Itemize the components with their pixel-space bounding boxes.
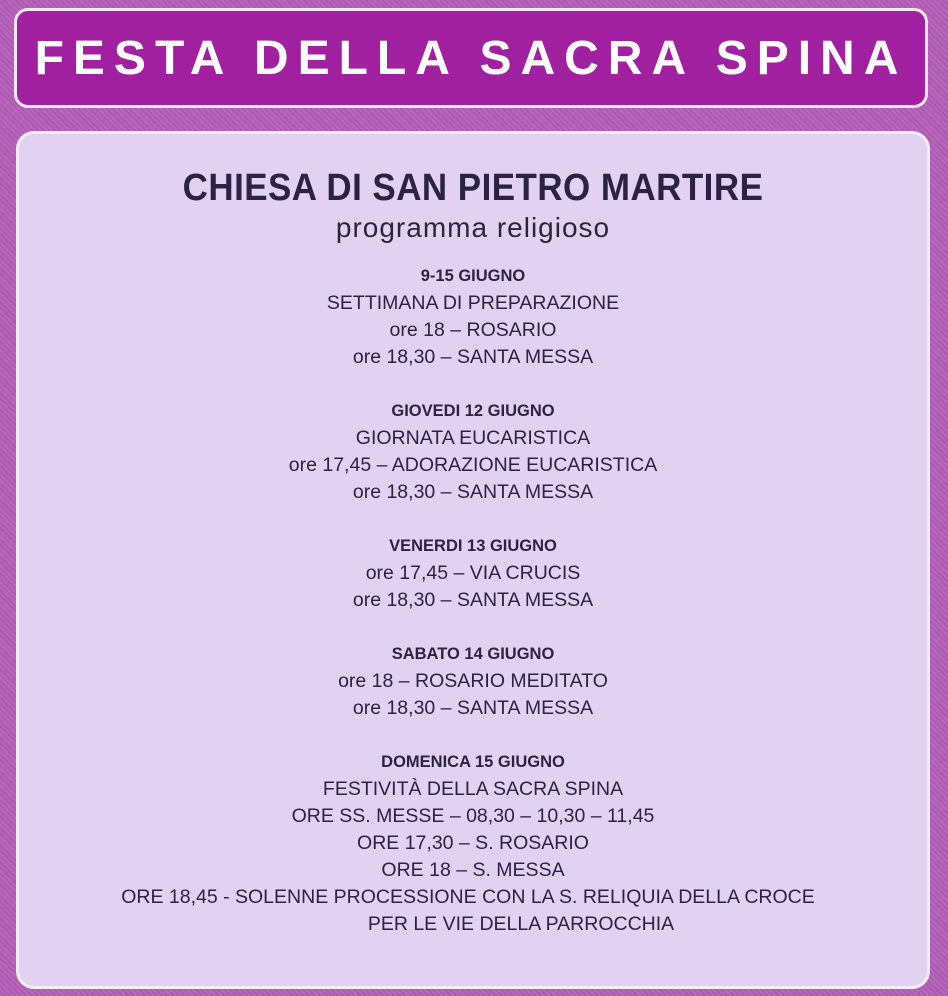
schedule-line: ORE 17,30 – S. ROSARIO <box>357 832 589 854</box>
schedule-line: ORE SS. MESSE – 08,30 – 10,30 – 11,45 <box>291 805 655 827</box>
schedule-line: SETTIMANA DI PREPARAZIONE <box>326 292 620 314</box>
schedule-day <box>19 641 927 722</box>
schedule-line: ore 18 – ROSARIO <box>389 319 557 341</box>
church-title: CHIESA DI SAN PIETRO MARTIRE <box>182 167 764 209</box>
schedule-line: ORE 18,45 - SOLENNE PROCESSIONE CON LA S. RELIQUIA DELLA CROCE <box>121 886 815 908</box>
header-banner <box>14 8 928 108</box>
program-subtitle: programma religioso <box>335 212 611 243</box>
schedule-day <box>19 749 927 938</box>
schedule-line: PER LE VIE DELLA PARROCCHIA <box>367 913 675 935</box>
schedule-day <box>19 263 927 371</box>
day-title: DOMENICA 15 GIUGNO <box>381 753 565 771</box>
schedule-line: GIORNATA EUCARISTICA <box>355 427 591 449</box>
schedule-line: ore 18 – ROSARIO MEDITATO <box>338 670 608 692</box>
schedule-day <box>19 533 927 614</box>
program-panel <box>16 131 930 989</box>
schedule-day <box>19 398 927 506</box>
day-title: VENERDI 13 GIUGNO <box>389 537 557 555</box>
schedule-line: ore 18,30 – SANTA MESSA <box>352 481 594 503</box>
schedule-list <box>19 263 927 965</box>
schedule-line: ore 17,45 – VIA CRUCIS <box>365 562 581 584</box>
day-title: 9-15 GIUGNO <box>420 267 526 285</box>
schedule-line: ore 18,30 – SANTA MESSA <box>352 697 594 719</box>
day-title: GIOVEDI 12 GIUGNO <box>391 402 555 420</box>
day-title: SABATO 14 GIUGNO <box>391 645 555 663</box>
schedule-line: FESTIVITÀ DELLA SACRA SPINA <box>322 778 624 800</box>
schedule-line: ore 17,45 – ADORAZIONE EUCARISTICA <box>288 454 658 476</box>
schedule-line: ORE 18 – S. MESSA <box>381 859 565 881</box>
festival-title: FESTA DELLA SACRA SPINA <box>34 31 908 85</box>
schedule-line: ore 18,30 – SANTA MESSA <box>352 589 594 611</box>
schedule-line: ore 18,30 – SANTA MESSA <box>352 346 594 368</box>
